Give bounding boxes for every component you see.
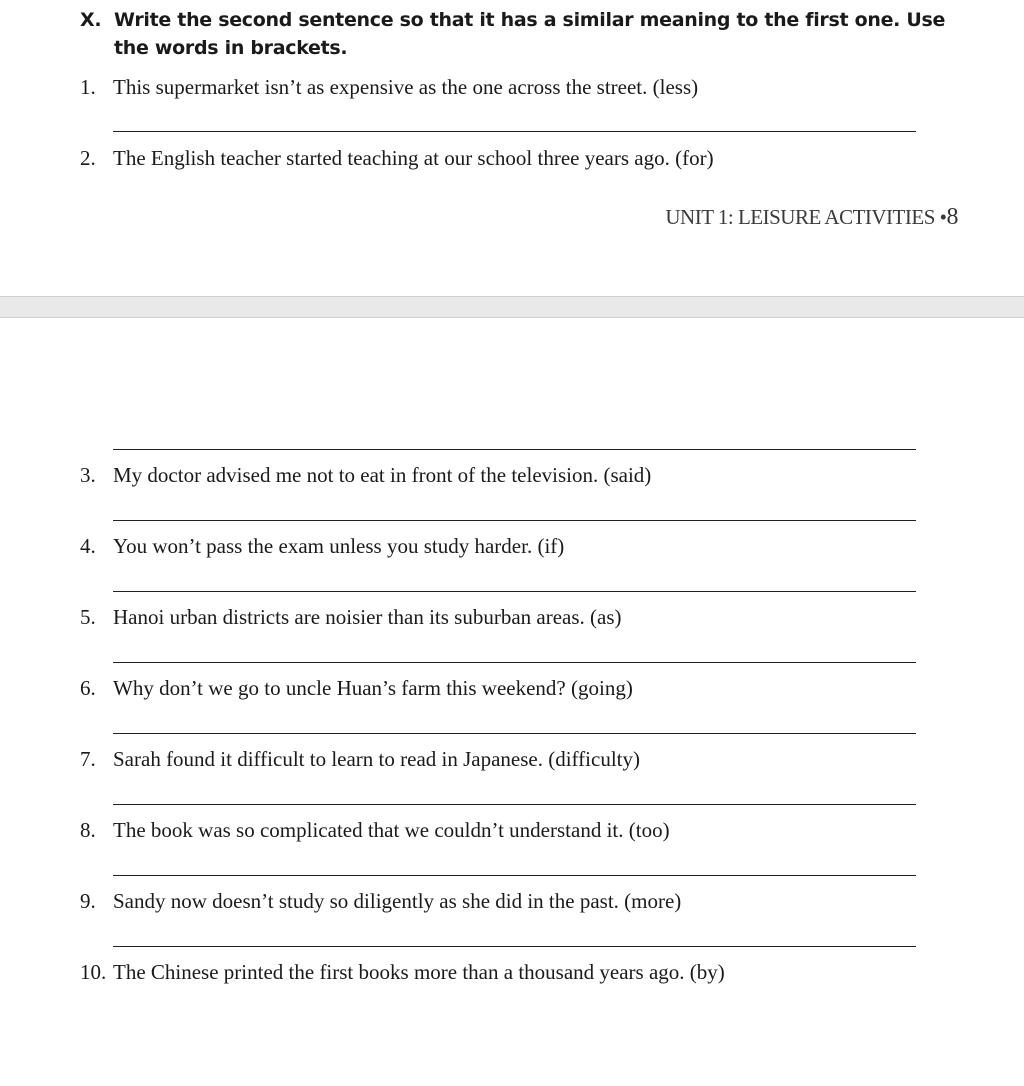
question-item-6: [80, 675, 633, 701]
question-text: Why don’t we go to uncle Huan’s farm this weekend? (going): [113, 676, 633, 700]
question-text: The English teacher started teaching at our school three years ago. (for): [113, 146, 714, 170]
footer-separator: •: [939, 205, 947, 229]
answer-line-3[interactable]: [113, 520, 916, 521]
question-item-8: [80, 817, 670, 843]
question-item-5: [80, 604, 622, 630]
question-item-2: [80, 145, 714, 171]
exercise-heading: [80, 6, 980, 62]
question-text: My doctor advised me not to eat in front of the television. (said): [113, 463, 652, 487]
question-item-3: [80, 462, 651, 488]
answer-line-6[interactable]: [113, 733, 916, 734]
question-number: 5.: [80, 605, 96, 629]
answer-line-4[interactable]: [113, 591, 916, 592]
question-number: 10.: [80, 960, 107, 984]
question-text: Sarah found it difficult to learn to read in Japanese. (difficulty): [113, 747, 640, 771]
answer-line-8[interactable]: [113, 875, 916, 876]
question-number: 4.: [80, 534, 96, 558]
question-item-4: [80, 533, 564, 559]
question-text: This supermarket isn’t as expensive as the one across the street. (less): [113, 75, 699, 99]
question-number: 9.: [80, 889, 96, 913]
question-text: Hanoi urban districts are noisier than its suburban areas. (as): [113, 605, 622, 629]
question-text: The Chinese printed the first books more than a thousand years ago. (by): [113, 960, 725, 984]
question-item-10: [80, 959, 725, 985]
question-number: 8.: [80, 818, 96, 842]
question-item-1: [80, 74, 698, 100]
question-number: 7.: [80, 747, 96, 771]
question-item-9: [80, 888, 681, 914]
answer-line-7[interactable]: [113, 804, 916, 805]
answer-line-1[interactable]: [113, 131, 916, 132]
answer-line-2[interactable]: [113, 449, 916, 450]
page-footer: [665, 204, 958, 231]
unit-title: UNIT 1: LEISURE ACTIVITIES: [665, 205, 935, 229]
question-number: 6.: [80, 676, 96, 700]
exercise-instruction: Write the second sentence so that it has a similar meaning to the first one. Use the words in brackets.: [114, 9, 946, 59]
exercise-number: X.: [80, 9, 102, 31]
question-item-7: [80, 746, 640, 772]
question-number: 1.: [80, 75, 96, 99]
question-text: The book was so complicated that we couldn’t understand it. (too): [113, 818, 670, 842]
question-text: Sandy now doesn’t study so diligently as she did in the past. (more): [113, 889, 682, 913]
question-number: 2.: [80, 146, 96, 170]
page-number: 8: [946, 204, 958, 230]
question-number: 3.: [80, 463, 96, 487]
answer-line-9[interactable]: [113, 946, 916, 947]
page-break: [0, 296, 1024, 318]
question-text: You won’t pass the exam unless you study harder. (if): [113, 534, 565, 558]
answer-line-5[interactable]: [113, 662, 916, 663]
